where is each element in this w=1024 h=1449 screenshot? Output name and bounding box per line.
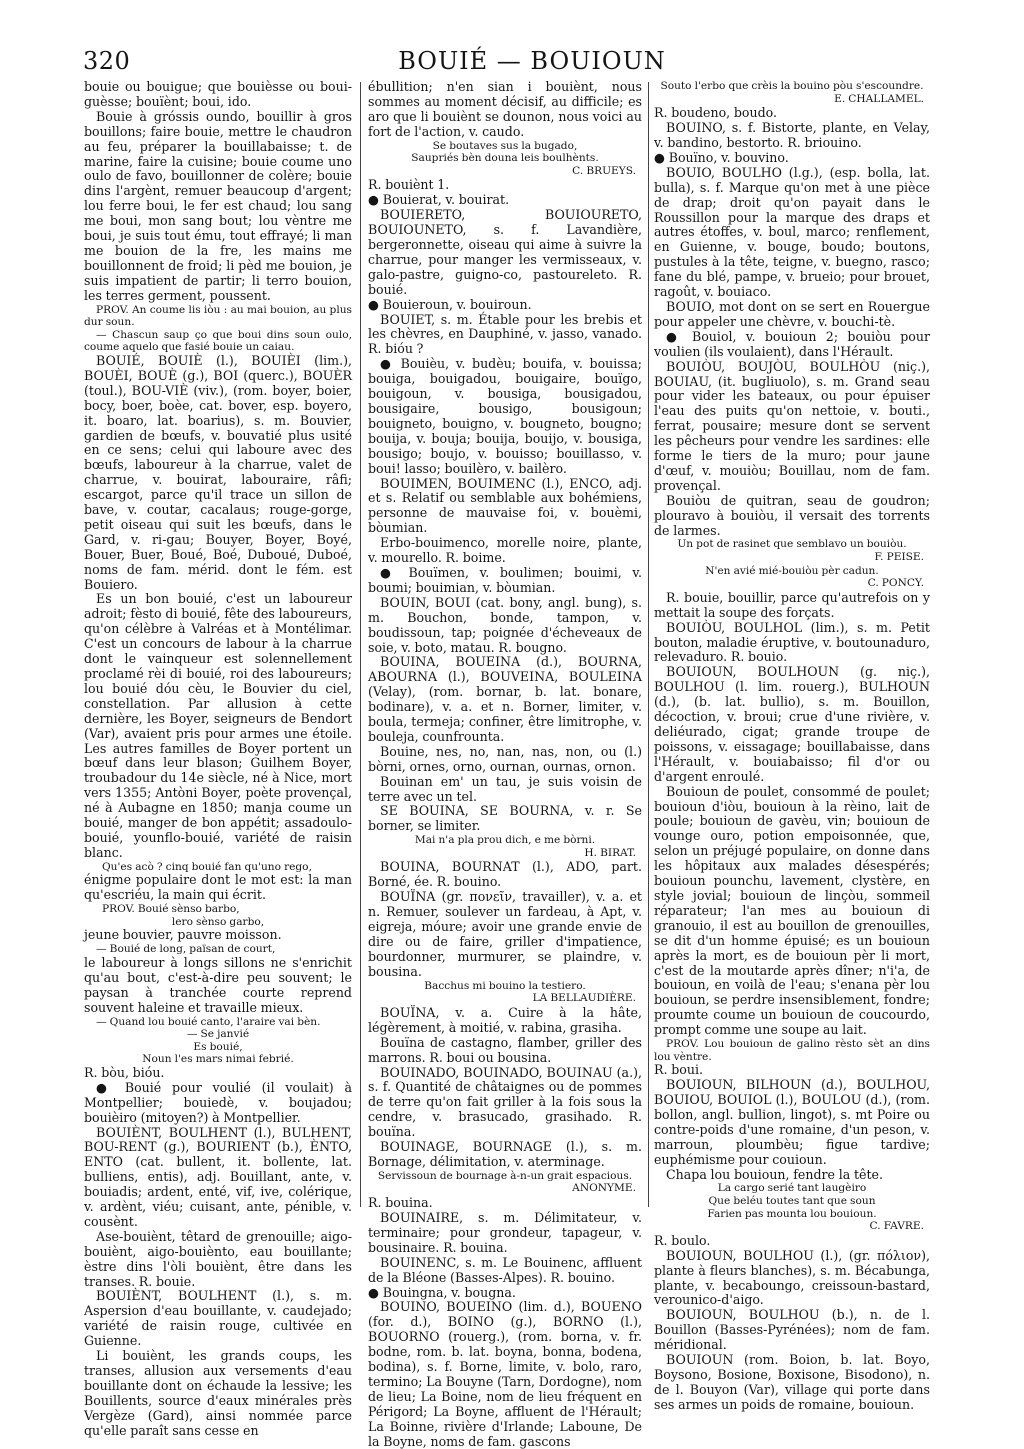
- dictionary-entry: R. bouie, bouillir, parce qu'autrefois on y mettait la soupe des forçats.: [654, 589, 930, 620]
- dictionary-entry: Bouie à gróssis oundo, bouillir à gros bouillons; faire bouie, mettre le chaudron au feu, préparer la bouillabaisse; t. de marine, faire la cuisine; bouie coume uno oulo de favo, bouillonner de colère; bouie dins l'argènt, remuer beaucoup d'argent; lou ferre boui, le fer est chaud; lou sang me boui, mon sang bout; lou vèntre me boui, je suis tout ému, tout effrayé; li man me bouion de la fre, les mains me bouillonnent de froid; li pèd me bouion, je suis impatient de partir; li terro bouion, les terres germent, poussent.: [84, 108, 352, 303]
- quotation-line: Es bouié,: [193, 1040, 243, 1053]
- column-right: [654, 80, 930, 1413]
- quotation-line: LA BELLAUDIÈRE.: [532, 992, 636, 1005]
- dictionary-entry: Bouiòu de quitran, seau de goudron; plouravo à bouiòu, il versait des torrents de larmes.: [654, 492, 930, 538]
- dictionary-entry: BOUIO, BOULHO (l.g.), (esp. bolla, lat. bulla), s. f. Marque qu'on met à une pièce de drap; droit qu'on payait dans le Roussillon pour la marque des draps et autres étoffes, v. boul, marco; renflement, en Guienne, v. bouge, boudo; boutons, pustules à la tête, teigne, v. buegno, rasco; fane du blé, pampe, v. brueio; pour brouet, ragoût, v. bouiaco.: [654, 164, 930, 300]
- quotation-line: N'en avié mié-bouiòu pèr cadun.: [705, 564, 879, 577]
- dictionary-entry: BOUIOUN, BILHOUN (d.), BOULHOU, BOUIOU, BOUIOL (l.), BOULOU (d.), (rom. bollon, angl. bullion, lingot), s. mt Poire ou contre-poids d'une romaine, d'un peson, v. marroun, ploumbèu; figue tardive; euphémisme pour couioun.: [654, 1077, 930, 1167]
- dictionary-entry: BOUIOUN, BOULHOU (b.), n. de l. Bouillon (Basses-Pyrénées); nom de fam. méridional.: [654, 1307, 930, 1353]
- dictionary-entry: ● Bouiol, v. bouioun 2; bouiòu pour voulien (ils voulaient), dans l'Hérault.: [654, 328, 930, 359]
- dictionary-entry: BOUIOUN, BOULHOUN (g. niç.), BOULHOU (l. lim. rouerg.), BULHOUN (d.), (b. lat. bullio), s. m. Bouillon, décoction, v. broui; crue d'une rivière, v. deliéurado, cigat; grande troupe de poissons, v. eissagage; bouillabaisse, dans l'Hérault, v. bouiabaisso; fil d'or ou d'argent enroulé.: [654, 664, 930, 784]
- dictionary-entry: BOUIOUN (rom. Boion, b. lat. Boyo, Boysono, Bosione, Boxisone, Bisodono), n. de l. Bouyon (Var), village qui porte dans ses armes un poids de romaine, bouioun.: [654, 1352, 930, 1412]
- proverb: PROV. Lou bouioun de galino rèsto sèt an dins lou vèntre.: [654, 1038, 930, 1063]
- dictionary-entry: BOUIÒU, BOUJÒU, BOULHÒU (niç.), BOUIAU, (it. bugliuolo), s. m. Grand seau pour vider les bateaux, ou pour épuiser l'eau des puits qu'on nettoie, v. bouti., ferrat, pousaire; mesure dont se servent les pêcheurs pour vendre les sardines: elle forme le tiers de la muro; pour jaune d'œuf, v. mouiòu; Bouillau, nom de fam. provençal.: [654, 358, 930, 493]
- quotation-line: Servissoun de bournage à-n-un grait espacious.: [377, 1169, 633, 1182]
- entry-text: ébullition; n'en sian i bouiènt, nous sommes au moment décisif, au difficile; es aro que li bouiènt se dounon, nous voici au fort de l'action, v. caudo.: [368, 79, 642, 139]
- column-rule-right: [648, 82, 649, 1207]
- entry-text: R. boulo.: [654, 1232, 711, 1248]
- dictionary-entry: BOUIÈNT, BOULHENT (l.), s. m. Aspersion d'eau bouillante, v. caudejado; variété de raisin rouge, cultivée en Guienne.: [84, 1288, 352, 1349]
- entry-text: ● Bouïno, v. bouvino.: [654, 149, 789, 165]
- entry-text: R. bòu, bióu.: [84, 1064, 165, 1080]
- dictionary-entry: Ase-bouiènt, têtard de grenouille; aigo-bouiènt, aigo-bouiènto, eau bouillante; èstre dins l'òli bouiènt, être dans les transes. R. bouie.: [84, 1228, 352, 1289]
- proverb: — Bouié de long, païsan de court,: [96, 943, 276, 956]
- dictionary-entry: BOUINAIRE, s. m. Délimitateur, v. terminaire; pour grondeur, tapageur, v. bousinaire. R. bouina.: [368, 1209, 642, 1255]
- dictionary-entry: BOUÏNA, v. a. Cuire à la hâte, légèrement, à moitié, v. rabina, grasiha.: [368, 1004, 642, 1035]
- quotation-line: Mai n'a pla prou dich, e me bòrni.: [414, 834, 596, 847]
- quotation-line: E. CHALLAMEL.: [834, 92, 924, 105]
- dictionary-entry: BOUIERETO, BOUIOURETO, BOUIOUNETO, s. f. Lavandière, bergeronnette, oiseau qui aime à suivre la charrue, pour manger les vermisseaux, v. galo-pastre, guigno-co, pastoureleto. R. bouié.: [368, 207, 642, 297]
- dictionary-entry: BOUINADO, BOUINADO, BOUINAU (a.), s. f. Quantité de châtaignes ou de pommes de terre qu'on fait griller à la fois sous la cendre, v. brasucado, grasihado. R. bouïna.: [368, 1064, 642, 1140]
- dictionary-entry: Li bouiènt, les grands coups, les transes, allusion aux versements d'eau bouillante dont on échaude la lessive; les Bouillents, source d'eaux minérales près Vergèze (Gard), ainsi nommée parce qu'elle paraît sans cesse en: [84, 1348, 352, 1438]
- dictionary-entry: BOUIÉ, BOUIÈ (l.), BOUIÈI (lim.), BOUÈI, BOUÈ (g.), BOI (querc.), BOUÈR (toul.), BOU-VIÈ (viv.), (rom. boyer, boier, bocy, boer, boèe, cat. bover, esp. boyero, it. boaro, lat. boarius), s. m. Bouvier, gardien de bœufs, v. bouvatié plus usité en ce sens; celui qui laboure avec des bœufs, laboureur à la charrue, valet de charrue, v. bouirat, labouraire, râfi; escargot, parce qu'il trace un sillon de bave, v. coutar, cacalaus; rouge-gorge, petit oiseau qui suit les bœufs, dans le Gard, v. ri-gau; Bouyer, Boyer, Boyé, Bouer, Buer, Boué, Boé, Duboué, Duboé, noms de fam. mérid. dont le fém. est Bouiero.: [84, 352, 352, 592]
- dictionary-entry: BOUIÒU, BOULHOL (lim.), s. m. Petit bouton, maladie éruptive, v. boutounaduro, relevaduro. R. bouio.: [654, 619, 930, 665]
- entry-text: R. boui.: [654, 1062, 703, 1078]
- dictionary-entry: BOUIOUN, BOULHOU (l.), (gr. πόλιον), plante à fleurs blanches), s. m. Bécabunga, plante, v. becaboungo, creissoun-bastard, verounico-d'aigo.: [654, 1247, 930, 1308]
- dictionary-entry: SE BOUINA, SE BOURNA, v. r. Se borner, se limiter.: [368, 803, 642, 834]
- dictionary-entry: Bouinan em' un tau, je suis voisin de terre avec un tel.: [368, 773, 642, 804]
- column-rule-left: [360, 82, 361, 1207]
- dictionary-entry: BOUINA, BOUEINA (d.), BOURNA, ABOURNA (l.), BOUVEINA, BOULEINA (Velay), (rom. bornar, b. lat. bonare, bodinare), v. a. et n. Borner, limiter, v. boula, termeja; confiner, être limitrophe, v. bouleja, counfrounta.: [368, 654, 642, 744]
- column-middle: [368, 80, 642, 1449]
- page-number: 320: [83, 47, 131, 75]
- quotation-line: PROV. Bouié sènso barbo,: [102, 903, 240, 916]
- entry-text: ● Bouieroun, v. bouiroun.: [368, 296, 532, 312]
- quotation-line: C. FAVRE.: [869, 1220, 924, 1233]
- dictionary-entry: BOUIMEN, BOUIMENC (l.), ENCO, adj. et s. Relatif ou semblable aux bohémiens, personne de mauvaise foi, v. bouèmi, bòumian.: [368, 475, 642, 536]
- quotation-line: Que beléu toutes tant que soun: [708, 1195, 876, 1208]
- proverb: — Quand lou bouié canto, l'araire vai bèn.: [96, 1015, 321, 1028]
- entry-text: ● Bouierat, v. bouirat.: [368, 192, 510, 208]
- dictionary-entry: BOUIÈNT, BOULHENT (l.), BULHENT, BOU-RENT (g.), BOURIENT (b.), ÈNTO, ENTO (cat. bullent, it. bollente, lat. bulliens, entis), adj. Bouillant, ante, v. bouiadis; ardent, enté, vif, ive, colérique, v. ardènt, viéu; cuisant, ante, pénible, v. cousènt.: [84, 1124, 352, 1229]
- quotation-line: F. PEISE.: [874, 551, 924, 564]
- quotation-line: C. PONCY.: [867, 577, 924, 590]
- quotation-line: ANONYME.: [572, 1182, 636, 1195]
- entry-text: jeune bouvier, pauvre moisson.: [84, 927, 282, 943]
- quotation-line: H. BIRAT.: [584, 846, 636, 859]
- dictionary-entry: BOUINA, BOURNAT (l.), ADO, part. Borné, ée. R. bouino.: [368, 859, 642, 890]
- quotation-line: Bacchus mi bouino la testiero.: [424, 979, 586, 992]
- dictionary-entry: Bouioun de poulet, consommé de poulet; bouioun d'iòu, bouioun à la rèino, lait de poule; bouioun de gavèu, vin; bouioun de vounge ouro, potion empoisonnée, que, selon un préjugé populaire, on donne dans les hôpitaux aux malades désespérés; bouioun pounchu, lavement, clystère, en style jovial; bouioun de linçòu, sommeil réparateur; l'an mes au bouioun di granouio, il est au bouillon de grenouilles, se dit d'un homme épuisé; es un bouioun après la mort, es de bouioun pèr li mort, c'est de la moutarde après dîner; n'i'a, de bouioun, en voilà de l'eau; s'enana pèr lou bouioun, se perdre insensiblement, fondre; proumte coume un bouioun de coucourdo, prompt comme une soupe au lait.: [654, 783, 930, 1038]
- dictionary-entry: ● Bouïmen, v. boulimen; bouimi, v. boumi; bouimian, v. bòumian.: [368, 564, 642, 595]
- column-left: [84, 80, 352, 1439]
- entry-text: ● Bouingna, v. bougna.: [368, 1284, 516, 1300]
- entry-text: R. bouina.: [368, 1195, 433, 1211]
- dictionary-entry: BOUINENC, s. m. Le Bouinenc, affluent de la Bléone (Basses-Alpes). R. bouino.: [368, 1254, 642, 1285]
- quotation-line: lero sènso garbo,: [171, 915, 265, 928]
- dictionary-entry: BOUIET, s. m. Étable pour les brebis et les chèvres, en Dauphiné, v. jasso, vanado. R. bióu ?: [368, 311, 642, 357]
- quotation-line: Souto l'erbo que crèis la bouino pòu s'escoundre.: [660, 80, 924, 92]
- proverb: PROV. An coume lis iòu : au mai bouion, au plus dur soun.: [84, 303, 352, 329]
- entry-text: R. bouiènt 1.: [368, 177, 450, 193]
- quotation-line: — Se janvié: [186, 1028, 250, 1041]
- dictionary-entry: BOUIO, mot dont on se sert en Rouergue pour appeler une chèvre, v. bouchi-tè.: [654, 298, 930, 329]
- quotation-line: Un pot de rasinet que semblavo un bouiòu.: [677, 538, 907, 551]
- entry-text: R. boudeno, boudo.: [654, 105, 778, 121]
- quotation-line: Farien pas mounta lou bouioun.: [707, 1207, 877, 1220]
- proverb: — Chascun saup ço que boui dins soun oulo, coume aquelo que fasié bouie un caiau.: [84, 328, 352, 354]
- dictionary-entry: BOUÏNA (gr. πονεῖν, travailler), v. a. et n. Remuer, soulever un fardeau, à Apt, v. eigreja, móure; avoir une grande envie de dire ou de faire, griller d'impatience, bourdonner, murmurer, se plaindre, v. bousina.: [368, 889, 642, 979]
- dictionary-entry: BOUINAGE, BOURNAGE (l.), s. m. Bornage, délimitation, v. aterminage.: [368, 1139, 642, 1169]
- dictionary-entry: Es un bon bouié, c'est un laboureur adroit; fèsto di bouié, fête des laboureurs, qu'on célèbre à Valréas et à Montélimar. C'est un concours de labour à la charrue dont le vainqueur est solennellement proclamé rèi di bouié, roi des laboureurs; lou bouié dóu cèu, le Bouvier du ciel, constellation. Par allusion à cette dernière, les Boyer, seigneurs de Bendort (Var), avaient pris pour armes une étoile. Les autres familles de Boyer portent un bœuf dans leur blason; Guilhem Boyer, troubadour du 14e siècle, né à Nice, mort vers 1355; Antòni Boyer, poète provençal, né à Aubagne en 1850; manja coume un bouié, manger de bon appétit; assadoulo-bouié, younflo-bouié, variété de raisin blanc.: [84, 591, 352, 860]
- dictionary-entry: ● Bouié pour voulié (il voulait) à Montpellier; bouiedè, v. boujadou; bouièiro (mitoyen?) à Montpellier.: [84, 1079, 352, 1125]
- quotation-line: La cargo serié tant laugèiro: [717, 1182, 867, 1195]
- quotation-line: Saupriés bèn douna leis boulhènts.: [411, 152, 599, 165]
- dictionary-entry: Chapa lou bouioun, fendre la tête.: [666, 1166, 883, 1182]
- quotation-line: C. BRUEYS.: [572, 164, 636, 177]
- quotation-line: Noun l'es mars nimai febrié.: [142, 1053, 294, 1066]
- quotation-line: Qu'es acò ? cinq bouié fan qu'uno rego,: [102, 860, 312, 873]
- entry-text: le laboureur à longs sillons ne s'enrichit qu'au bout, c'est-à-dire peu souvent; le paysan à tranchée courte reprend souvent haleine et travaille mieux.: [84, 954, 352, 1015]
- dictionary-entry: Erbo-bouimenco, morelle noire, plante, v. mourello. R. boime.: [368, 535, 642, 566]
- dictionary-entry: ● Bouièu, v. budèu; bouifa, v. bouissa; bouiga, bouigadou, bouigaire, bouïgo, bouigoun, v. bousiga, bousigadou, bousigaire, bousigo, bousigoun; bouigneto, bouigno, v. bougneto, bougno; bouija, v. bouja; bouija, bouijo, v. bousiga, bousigo; boujo, v. bouisso; bouillasso, v. boui! lasso; bouilèro, v. bailèro.: [368, 356, 642, 476]
- dictionary-entry: BOUINO, s. f. Bistorte, plante, en Velay, v. bandino, bestorto. R. briouino.: [654, 120, 930, 150]
- entry-text: bouie ou bouigue; que bouièsse ou boui-guèsse; bouïènt; boui, ido.: [84, 79, 352, 109]
- running-head: BOUIÉ — BOUIOUN: [398, 47, 666, 75]
- entry-text: énigme populaire dont le mot est: la man qu'escriéu, la main qui écrit.: [84, 872, 352, 903]
- dictionary-entry: Bouine, nes, no, nan, nas, non, ou (l.) bòrni, ornes, orno, ournan, ournas, ornon.: [368, 743, 642, 774]
- dictionary-entry: Bouïna de castagno, flamber, griller des marrons. R. boui ou bousina.: [368, 1034, 642, 1065]
- dictionary-entry: BOUINO, BOUEINO (lim. d.), BOUENO (for. d.), BOINO (g.), BORNO (l.), BOUORNO (rouerg.), (rom. borna, v. fr. bodne, rom. b. lat. boyna, bonna, bodena, bodina), s. f. Borne, limite, v. bolo, raro, termino; La Bouyne (Tarn, Dordogne), nom de lieu; La Boine, nom de lieu fréquent en Périgord; La Boyne, affluent de l'Hérault; La Boinne, rivière d'Irlande; Laboune, De la Boyne, noms de fam. gascons: [368, 1299, 642, 1449]
- dictionary-entry: BOUIN, BOUI (cat. bony, angl. bung), s. m. Bouchon, bonde, tampon, v. boudissoun, tap; poignée d'écheveaux de soie, v. boto, matau. R. bougno.: [368, 594, 642, 655]
- quotation-line: Se boutaves sus la bugado,: [432, 139, 578, 152]
